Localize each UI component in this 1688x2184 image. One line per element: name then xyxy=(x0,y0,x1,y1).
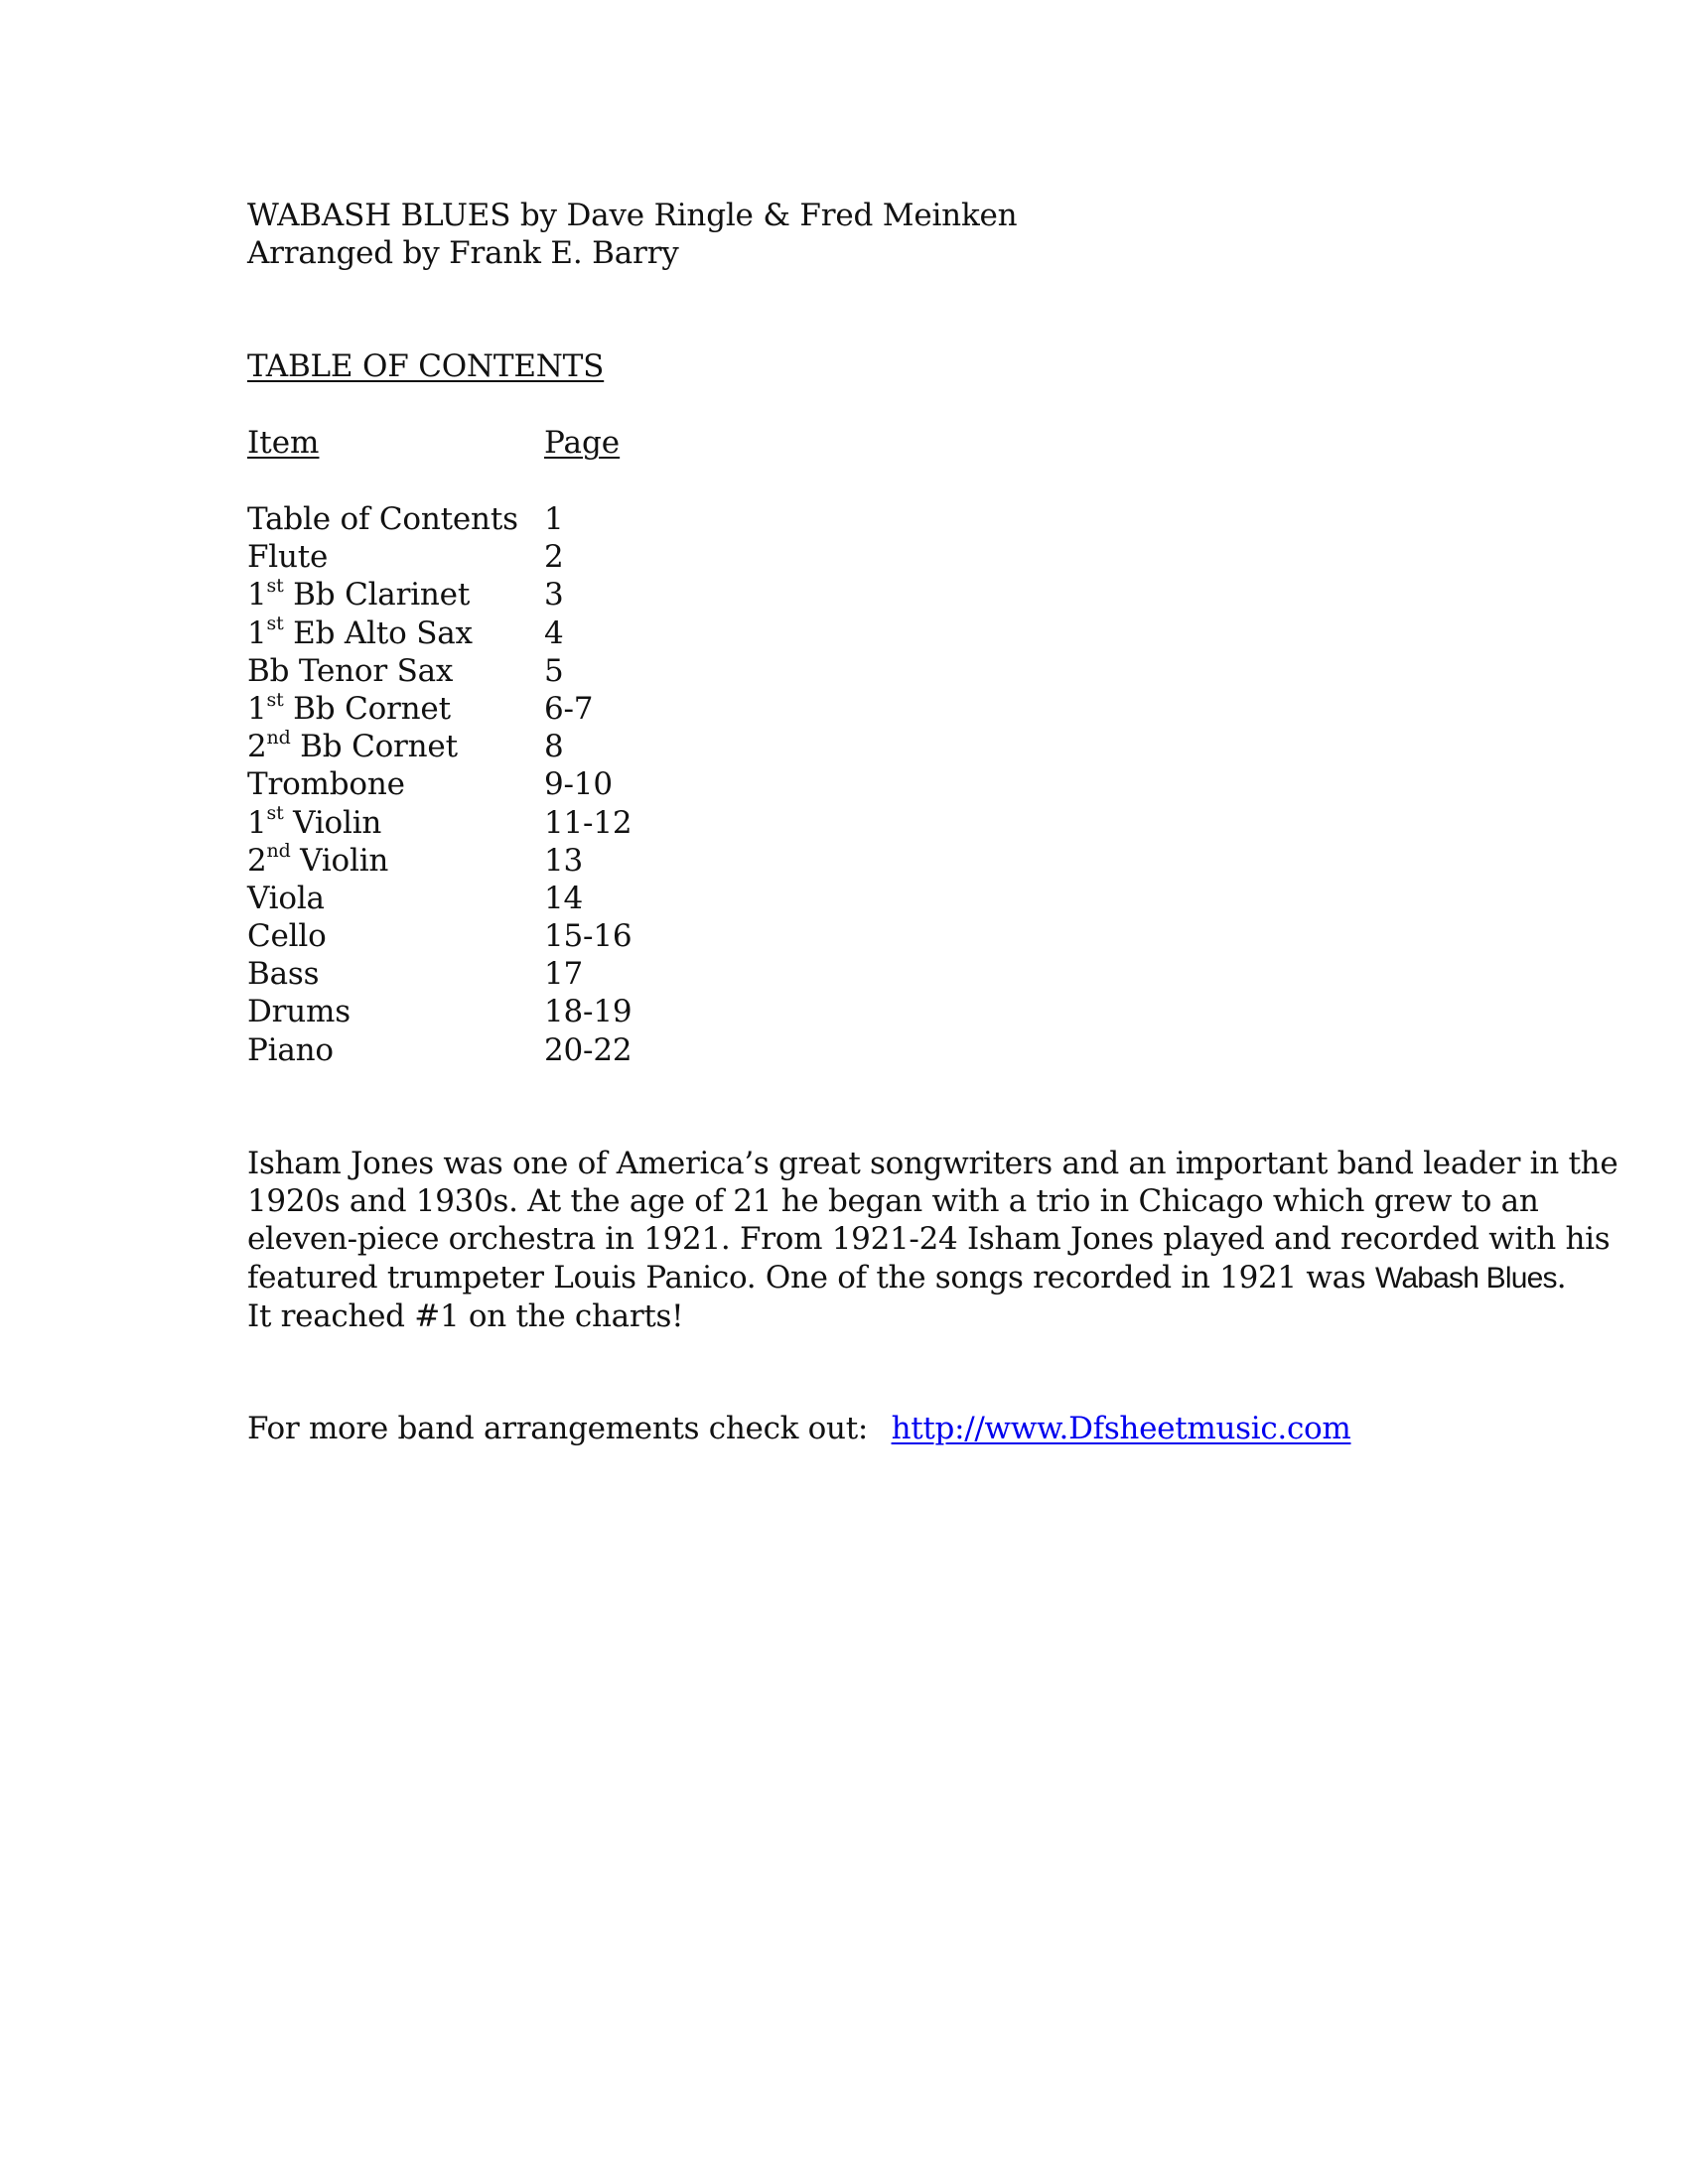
toc-item-page: 5 xyxy=(544,652,564,689)
toc-item-ordinal: 2 xyxy=(247,842,267,879)
paragraph-text: . xyxy=(1556,1259,1567,1296)
toc-item-name: Trombone xyxy=(247,766,405,803)
toc-heading: TABLE OF CONTENTS xyxy=(247,348,605,384)
toc-item-page: 20-22 xyxy=(544,1031,633,1068)
toc-item-label xyxy=(247,652,453,690)
more-arrangements-line xyxy=(247,1410,1350,1447)
paragraph-line xyxy=(247,1259,1567,1297)
toc-item-page: 2 xyxy=(544,539,564,576)
toc-item-name: Drums xyxy=(247,994,351,1030)
toc-item-page: 11-12 xyxy=(544,804,633,841)
toc-item-ordinal: 1 xyxy=(247,804,267,841)
toc-item-page: 9-10 xyxy=(544,766,613,803)
toc-item-name: Bb Cornet xyxy=(290,729,458,765)
toc-column-item-header: Item xyxy=(247,425,320,461)
toc-item-ordinal-suffix: st xyxy=(266,688,284,711)
toc-item-name: Table of Contents xyxy=(247,501,518,537)
toc-item-page: 15-16 xyxy=(544,918,633,955)
toc-item-label xyxy=(247,765,405,803)
toc-item-label xyxy=(247,1031,334,1069)
toc-item-label xyxy=(247,804,381,842)
toc-item-label xyxy=(247,614,473,652)
toc-column-page-header: Page xyxy=(544,425,621,461)
toc-item-page: 14 xyxy=(544,880,584,916)
toc-item-page: 17 xyxy=(544,956,584,993)
history-paragraph xyxy=(247,1145,1618,1335)
paragraph-line: It reached #1 on the charts! xyxy=(247,1297,684,1334)
toc-item-ordinal-suffix: st xyxy=(266,575,284,598)
toc-item-label xyxy=(247,880,325,917)
toc-item-label xyxy=(247,993,351,1030)
toc-item-page: 4 xyxy=(544,614,564,651)
toc-item-name: Bass xyxy=(247,956,320,993)
toc-item-name: Cello xyxy=(247,918,327,955)
toc-item-ordinal: 1 xyxy=(247,614,267,651)
toc-item-label xyxy=(247,690,451,728)
toc-item-label xyxy=(247,728,458,765)
arranger-line: Arranged by Frank E. Barry xyxy=(247,235,679,271)
toc-item-ordinal-suffix: nd xyxy=(266,726,291,749)
toc-item-label xyxy=(247,955,319,993)
sheetmusic-website-link[interactable]: http://www.Dfsheetmusic.com xyxy=(891,1411,1351,1446)
toc-item-name: Bb Clarinet xyxy=(283,577,471,614)
toc-item-name: Bb Tenor Sax xyxy=(247,652,454,689)
song-title-mention: Wabash Blues xyxy=(1375,1261,1557,1295)
paragraph-line: 1920s and 1930s. At the age of 21 he began with a trio in Chicago which grew to an xyxy=(247,1183,1539,1220)
toc-item-page: 18-19 xyxy=(544,994,633,1030)
toc-item-name: Violin xyxy=(290,842,389,879)
toc-item-label xyxy=(247,576,470,614)
toc-item-name: Bb Cornet xyxy=(283,690,451,727)
toc-item-label xyxy=(247,917,327,955)
toc-item-label xyxy=(247,842,388,880)
toc-item-ordinal: 1 xyxy=(247,577,267,614)
title-block xyxy=(247,197,1017,272)
more-arrangements-text: For more band arrangements check out: xyxy=(247,1411,878,1446)
toc-item-page: 3 xyxy=(544,577,564,614)
toc-item-ordinal-suffix: nd xyxy=(266,840,291,863)
toc-item-page: 1 xyxy=(544,501,564,537)
toc-item-ordinal: 1 xyxy=(247,690,267,727)
toc-item-page: 8 xyxy=(544,729,564,765)
toc-item-name: Viola xyxy=(247,880,325,916)
toc-item-label xyxy=(247,538,328,576)
toc-item-ordinal: 2 xyxy=(247,729,267,765)
paragraph-text: featured trumpeter Louis Panico. One of the songs recorded in 1921 was xyxy=(247,1259,1375,1296)
toc-item-name: Violin xyxy=(283,804,382,841)
toc-item-ordinal-suffix: st xyxy=(266,802,284,825)
toc-item-name: Flute xyxy=(247,539,329,576)
toc-item-page: 6-7 xyxy=(544,690,594,727)
song-title-line: WABASH BLUES by Dave Ringle & Fred Meinken xyxy=(247,198,1018,233)
toc-item-name: Eb Alto Sax xyxy=(283,614,473,651)
toc-item-name: Piano xyxy=(247,1031,334,1068)
toc-item-ordinal-suffix: st xyxy=(266,613,284,635)
paragraph-line: eleven-piece orchestra in 1921. From 1921-24 Isham Jones played and recorded with his xyxy=(247,1221,1611,1258)
toc-item-label xyxy=(247,500,518,538)
paragraph-line: Isham Jones was one of America’s great songwriters and an important band leader in the xyxy=(247,1146,1618,1181)
toc-item-page: 13 xyxy=(544,842,584,879)
